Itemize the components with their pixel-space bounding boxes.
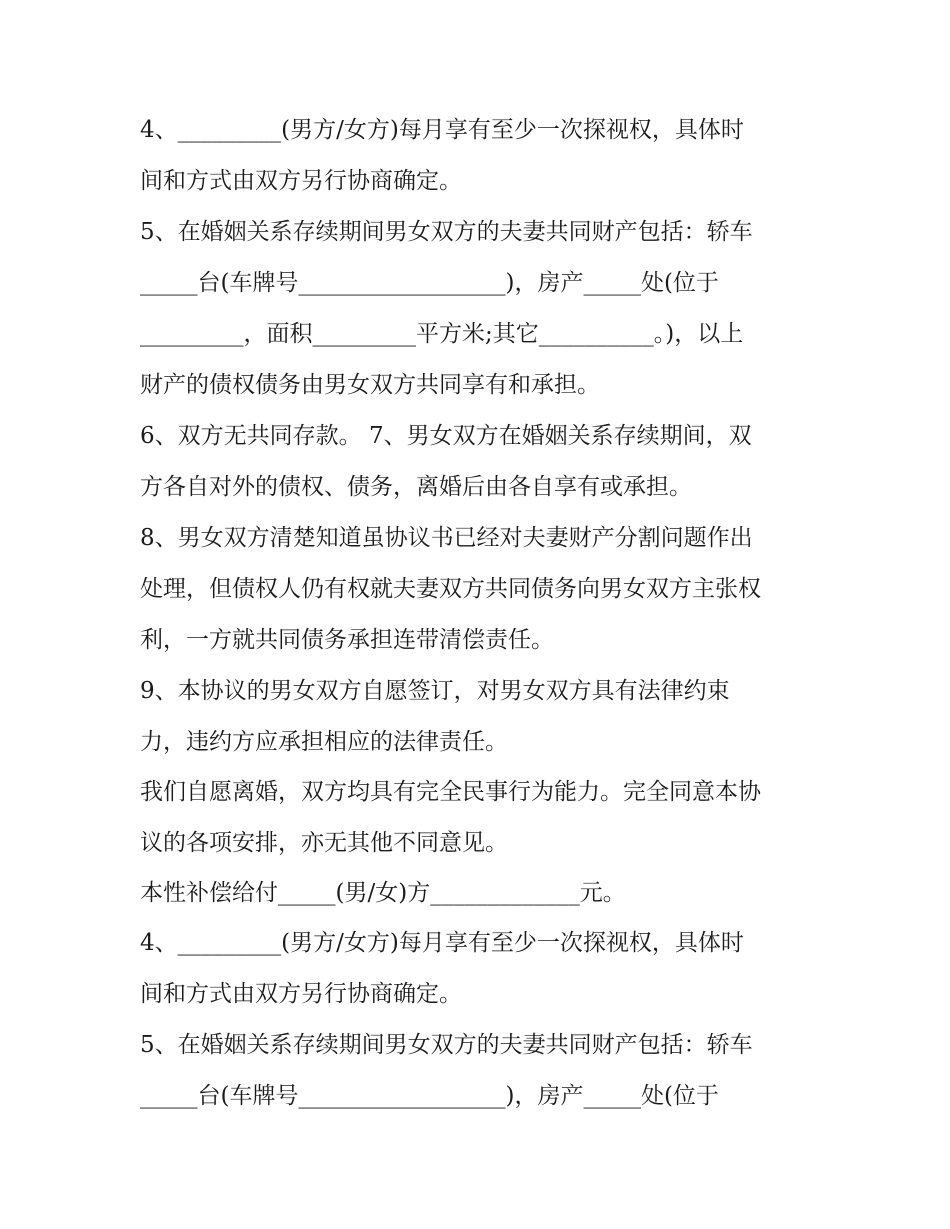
text-line: _________，面积_________平方米;其它__________。)，以上 <box>140 321 744 347</box>
text-line: 本性补偿给付_____(男/女)方_____________元。 <box>140 880 626 906</box>
text-line: 6、双方无共同存款。 7、男女双方在婚姻关系存续期间，双 <box>140 423 752 449</box>
text-line: 5、在婚姻关系存续期间男女双方的夫妻共同财产包括：轿车 <box>140 219 753 245</box>
text-line: 议的各项安排，亦无其他不同意见。 <box>140 830 508 856</box>
text-line: _____台(车牌号__________________)，房产_____处(位于 <box>140 270 719 296</box>
text-line: 利，一方就共同债务承担连带清偿责任。 <box>140 627 554 653</box>
text-line: 4、_________(男方/女方)每月享有至少一次探视权，具体时 <box>140 117 744 143</box>
text-line: 处理，但债权人仍有权就夫妻双方共同债务向男女双方主张权 <box>140 576 761 602</box>
text-line: 间和方式由双方另行协商确定。 <box>140 981 462 1007</box>
text-line: 财产的债权债务由男女双方共同享有和承担。 <box>140 372 600 398</box>
text-line: 力，违约方应承担相应的法律责任。 <box>140 729 508 755</box>
text-line: 我们自愿离婚，双方均具有完全民事行为能力。完全同意本协 <box>140 779 761 805</box>
text-line: 9、本协议的男女双方自愿签订，对男女双方具有法律约束 <box>140 678 730 704</box>
text-line: 4、_________(男方/女方)每月享有至少一次探视权，具体时 <box>140 930 744 956</box>
text-line: _____台(车牌号__________________)，房产_____处(位于 <box>140 1083 719 1109</box>
text-line: 8、男女双方清楚知道虽协议书已经对夫妻财产分割问题作出 <box>140 525 753 551</box>
text-line: 方各自对外的债权、债务，离婚后由各自享有或承担。 <box>140 474 692 500</box>
text-line: 5、在婚姻关系存续期间男女双方的夫妻共同财产包括：轿车 <box>140 1032 753 1058</box>
text-line: 间和方式由双方另行协商确定。 <box>140 168 462 194</box>
